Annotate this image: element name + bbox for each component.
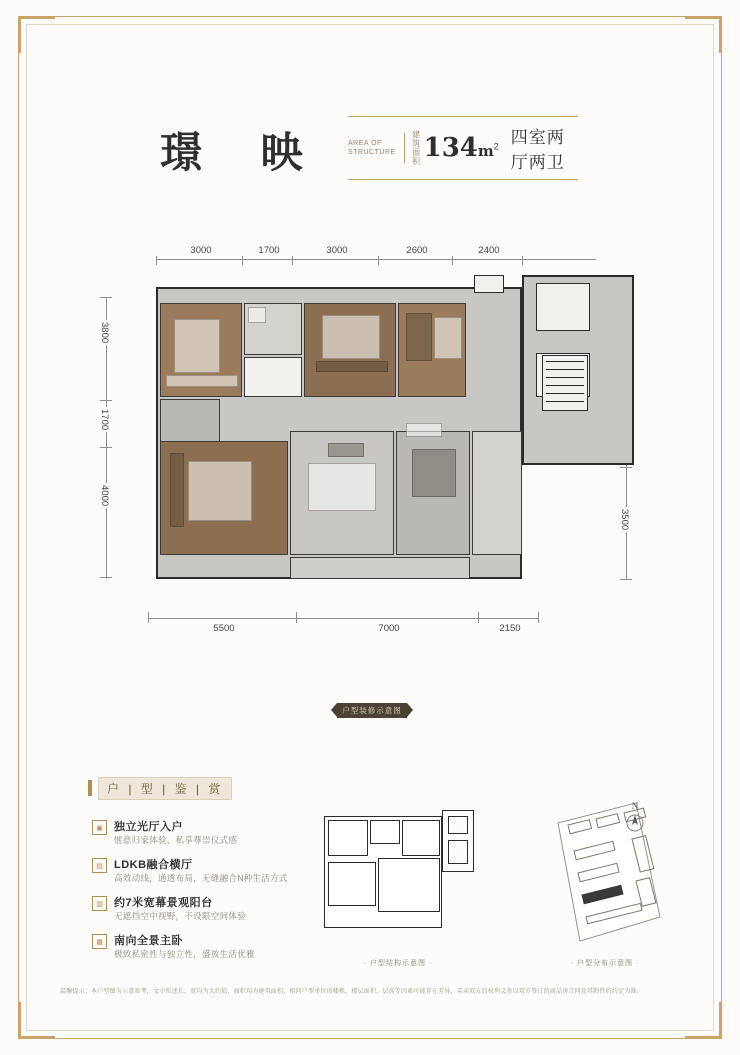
area-label-cn: 建筑面积 <box>411 130 421 166</box>
heading-accent-bar <box>88 780 92 796</box>
compass-label: N <box>631 801 639 811</box>
furniture-sofa <box>308 463 376 511</box>
header <box>0 110 740 190</box>
door-icon: ▣ <box>92 820 107 835</box>
corner-ornament-top-left <box>18 16 55 53</box>
dim-top-3: 2600 <box>378 245 456 256</box>
area-value: 134 <box>423 133 478 163</box>
corner-ornament-top-right <box>685 16 722 53</box>
furniture-sink <box>248 307 266 323</box>
feature-title-3: 约7米宽幕景观阳台 <box>114 897 213 909</box>
dim-left-0: 3800 <box>99 322 110 344</box>
mini-room <box>328 820 368 856</box>
features-heading-text: 户 | 型 | 鉴 | 赏 <box>98 777 232 800</box>
room-config: 四室两厅两卫 <box>510 128 565 172</box>
furniture-bed <box>434 317 462 359</box>
feature-title-2: LDKB融合横厅 <box>114 859 193 871</box>
furniture-wardrobe <box>406 313 432 361</box>
site-plan <box>540 795 670 950</box>
mini-stair <box>448 840 468 864</box>
dim-top-0: 3000 <box>156 245 246 256</box>
furniture-cabinet <box>166 375 238 387</box>
page-title: 璟 映 <box>160 128 325 177</box>
balcony-south <box>290 557 470 579</box>
stair-step <box>546 385 584 386</box>
room-service-area <box>472 431 522 555</box>
stair-step <box>546 393 584 394</box>
floorplan-section <box>70 235 670 665</box>
furniture-bed <box>174 319 220 373</box>
stair-step <box>546 369 584 370</box>
stairwell <box>542 355 588 411</box>
dim-right-2: 3500 <box>619 509 630 531</box>
compass-needle-icon <box>625 812 645 834</box>
dim-left-2: 4000 <box>99 485 110 507</box>
plan-badge: 户型装修示意图 <box>337 703 407 718</box>
floorplan-drawing <box>70 235 670 665</box>
room-entry <box>160 399 220 445</box>
area-value-group <box>424 133 499 163</box>
dim-left-1: 1700 <box>99 409 110 431</box>
dim-bottom-1: 7000 <box>296 623 482 634</box>
furniture-wardrobe <box>170 453 184 527</box>
feature-desc-2: 高效动线，通透布局，无缝融合N种生活方式 <box>114 873 288 883</box>
bed-icon: ▦ <box>92 934 107 949</box>
mini-room <box>328 862 376 906</box>
spec-block <box>348 116 578 180</box>
mini-elevator <box>448 816 468 834</box>
furniture-kitchen-counter <box>406 423 442 437</box>
dim-top-1: 1700 <box>242 245 296 256</box>
corner-ornament-bottom-right <box>685 1002 722 1039</box>
room-bathroom-south <box>244 357 302 397</box>
area-unit-sup: 2 <box>493 141 499 152</box>
mini-plan-caption: · 户型结构示意图 · <box>363 960 433 967</box>
area-label-en: AREA OF STRUCTURE <box>348 140 396 156</box>
disclaimer-text: 温馨提示：本户型图为示意参考，文中所述长、宽均为大约值，面积均为建筑面积，相同户型单位因楼栋、楼层面积、层高等因素可能存在差异，买卖双方的权利义务以双方签订的商品房合同及其附件的约定为准。 <box>60 989 643 995</box>
corner-ornament-bottom-left <box>18 1002 55 1039</box>
furniture-bed <box>322 315 380 359</box>
dim-top-4: 2400 <box>452 245 526 256</box>
feature-desc-4: 极致私密性与独立性，盛放生活优雅 <box>114 949 255 959</box>
mini-structure-plan <box>318 800 478 950</box>
ac-platform <box>474 275 504 293</box>
window-icon: ▥ <box>92 896 107 911</box>
stair-step <box>546 377 584 378</box>
furniture-desk <box>316 361 388 372</box>
stair-step <box>546 361 584 362</box>
dim-bottom-2: 2150 <box>478 623 542 634</box>
feature-title-1: 独立光厅入户 <box>114 821 183 833</box>
feature-desc-1: 惬意归家体验，私享尊崇仪式感 <box>114 835 238 845</box>
elevator-1 <box>536 283 590 331</box>
area-unit: m <box>477 142 494 160</box>
furniture-bed <box>188 461 252 521</box>
site-plan-svg <box>540 795 670 950</box>
dim-top-2: 3000 <box>292 245 382 256</box>
feature-desc-3: 无遮挡空中视野，不设限空间体验 <box>114 911 247 921</box>
spec-divider <box>404 133 405 163</box>
dim-bottom-0: 5500 <box>148 623 300 634</box>
stair-step <box>546 401 584 402</box>
mini-room <box>402 820 440 856</box>
compass-rose <box>622 801 648 835</box>
furniture-tv-cabinet <box>328 443 364 457</box>
sofa-icon: ▤ <box>92 858 107 873</box>
features-heading <box>88 778 232 798</box>
furniture-dining-table <box>412 449 456 497</box>
feature-title-4: 南向全景主卧 <box>114 935 183 947</box>
mini-room <box>370 820 400 844</box>
mini-room <box>378 858 440 912</box>
site-plan-caption: · 户型分布示意图 · <box>570 960 640 967</box>
